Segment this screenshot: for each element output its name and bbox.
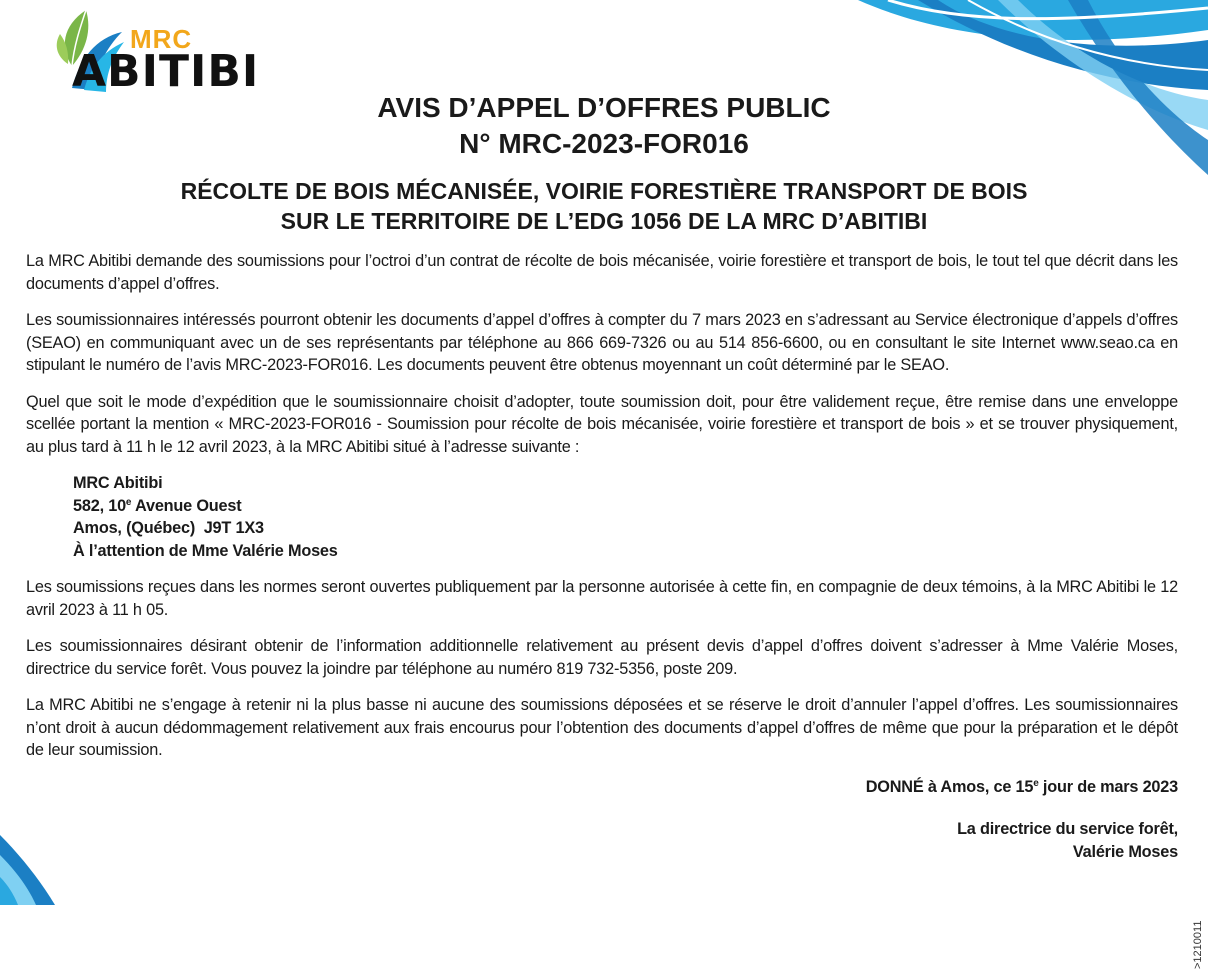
signature-date-sup: e <box>1033 777 1039 789</box>
address-block <box>73 472 1178 562</box>
address-street <box>73 495 1178 518</box>
signature-name: Valérie Moses <box>1072 842 1178 861</box>
notice-subtitle <box>0 176 1208 236</box>
notice-subtitle-line-1: RÉCOLTE DE BOIS MÉCANISÉE, VOIRIE FORESTIÈRE TRANSPORT DE BOIS <box>180 178 1028 204</box>
signature-date <box>26 776 1178 799</box>
notice-number: N° MRC-2023-FOR016 <box>459 128 749 159</box>
address-street-sup: e <box>125 496 132 508</box>
notice-subtitle-line-2: SUR LE TERRITOIRE DE L’EDG 1056 DE LA MRC D’ABITIBI <box>280 208 928 234</box>
address-name: MRC Abitibi <box>73 474 163 492</box>
paragraph-contact: Les soumissionnaires désirant obtenir de l’information additionnelle relativement au présent devis d’appel d’offres doivent s’adresser à Mme Valérie Moses, directrice du service forêt. Vous pouvez la joindre par téléphone au numéro 819 732-5356, poste 209. <box>26 637 1178 678</box>
address-street-number: 582, 10 <box>73 496 126 515</box>
signature-date-post: jour de mars 2023 <box>1038 777 1178 796</box>
notice-title <box>0 90 1208 162</box>
address-street-rest: Avenue Ouest <box>131 496 242 515</box>
paragraph-disclaimer: La MRC Abitibi ne s’engage à retenir ni la plus basse ni aucune des soumissions déposées et se réserve le droit d’annuler l’appel d’offres. Les soumissionnaires n’ont droit à aucun dédommagement relativement aux frais encourus pour l’obtention des documents d’appel d’offres de même que pour la préparation et le dépôt de leur soumission. <box>26 696 1178 759</box>
signature-date-pre: DONNÉ à Amos, ce 15 <box>865 777 1034 796</box>
ad-reference-code: >1210011 <box>1192 920 1204 969</box>
logo-abitibi-text: ABITIBI <box>72 46 260 97</box>
mrc-abitibi-logo <box>52 8 292 97</box>
notice-title-line-1: AVIS D’APPEL D’OFFRES PUBLIC <box>377 92 831 123</box>
paragraph-documents: Les soumissionnaires intéressés pourront obtenir les documents d’appel d’offres à compter du 7 mars 2023 en s’adressant au Service électronique d’appels d’offres (SEAO) en communiquant avec un de ses représentants par téléphone au 866 669-7326 ou au 514 856-6600, ou en consultant le site Internet www.seao.ca en stipulant le numéro de l’avis MRC-2023-FOR016. Les documents peuvent être obtenus moyennant un coût déterminé par le SEAO. <box>26 311 1178 374</box>
paragraph-submission: Quel que soit le mode d’expédition que le soumissionnaire choisit d’adopter, toute soumission doit, pour être validement reçue, être remise dans une enveloppe scellée portant la mention « MRC-2023-FOR016 - Soumission pour récolte de bois mécanisée, voirie forestière et transport de bois » et se trouver physiquement, au plus tard à 11 h le 12 avril 2023, à la MRC Abitibi situé à l’adresse suivante : <box>26 392 1178 456</box>
signature-role: La directrice du service forêt, <box>957 820 1178 838</box>
logo-mrc-text: MRC <box>130 24 193 54</box>
paragraph-intro: La MRC Abitibi demande des soumissions pour l’octroi d’un contrat de récolte de bois mécanisée, voirie forestière et transport de bois, le tout tel que décrit dans les documents d’appel d’offres. <box>26 252 1178 293</box>
address-city: Amos, (Québec) J9T 1X3 <box>73 519 264 537</box>
address-attention: À l’attention de Mme Valérie Moses <box>73 541 338 560</box>
notice-body <box>26 250 1178 863</box>
paragraph-opening: Les soumissions reçues dans les normes seront ouvertes publiquement par la personne autorisée à cette fin, en compagnie de deux témoins, à la MRC Abitibi le 12 avril 2023 à 11 h 05. <box>26 578 1178 619</box>
